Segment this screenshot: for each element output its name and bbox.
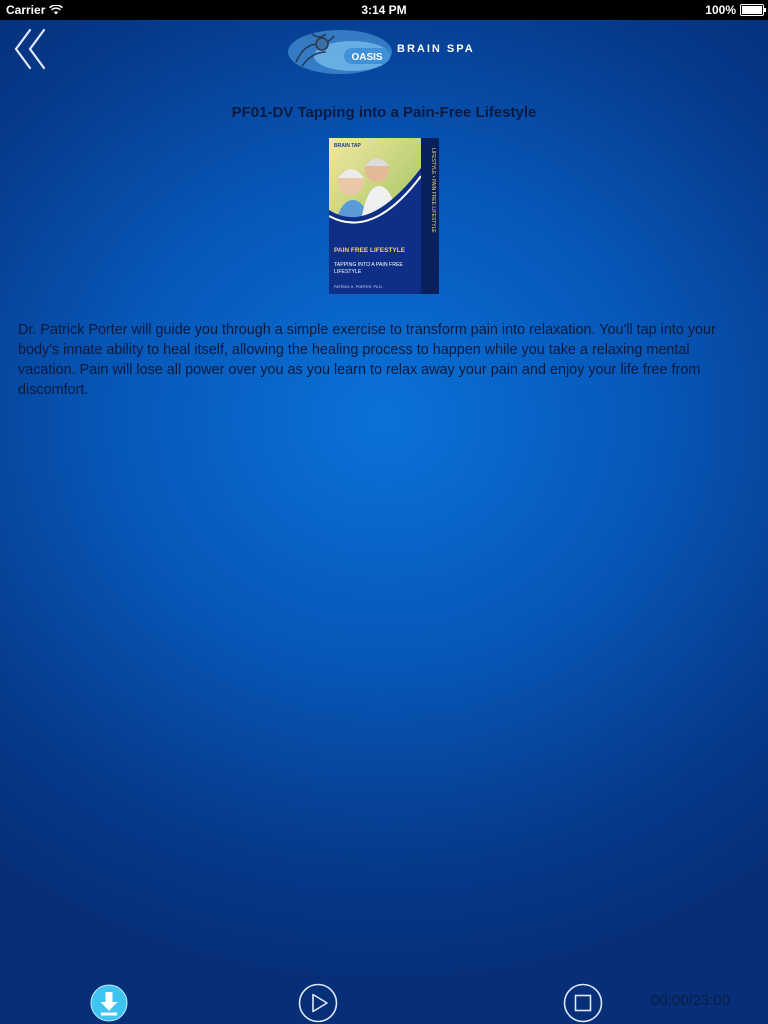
stop-icon (576, 996, 591, 1011)
chevron-double-left-icon (16, 30, 44, 68)
stop-button[interactable] (563, 983, 603, 1023)
battery-percent: 100% (705, 3, 736, 17)
page-title: PF01-DV Tapping into a Pain-Free Lifestyle (231, 104, 537, 121)
logo-graphic (282, 22, 402, 80)
battery-icon (740, 4, 764, 16)
battery-indicator (705, 3, 764, 17)
cover-brand-text: BRAIN TAP (334, 143, 361, 149)
cover-subtitle-1: TAPPING INTO A PAIN FREE (334, 262, 403, 268)
download-button[interactable] (90, 984, 128, 1022)
cover-spine-text: LIFESTYLE • PAIN FREE LIFESTYLE (430, 148, 436, 233)
clock: 3:14 PM (361, 3, 407, 17)
play-button[interactable] (298, 983, 338, 1023)
back-button[interactable] (12, 28, 52, 72)
cover-headline: PAIN FREE LIFESTYLE (334, 247, 406, 254)
play-icon (313, 995, 327, 1012)
cover-author: PATRICK K. PORTER, Ph.D. (334, 285, 383, 289)
cover-image (329, 138, 439, 294)
logo-text: BRAIN SPA (397, 43, 475, 55)
playback-timer: 00:00/23:00 (651, 992, 731, 1009)
battery-fill (742, 6, 762, 14)
logo-badge-text: OASIS (351, 52, 383, 63)
track-description: Dr. Patrick Porter will guide you through a simple exercise to transform pain into relaxation. You'll tap into your body's innate ability to heal itself, allowing the healing process to happen while you take a relaxing mental vacation. Pain will lose all power over you as you learn to relax away your pain and enjoy your life free from discomfort. (18, 322, 716, 398)
status-bar (0, 0, 768, 20)
carrier-label: Carrier (6, 3, 46, 17)
cover-subtitle-2: LIFESTYLE (334, 269, 362, 275)
